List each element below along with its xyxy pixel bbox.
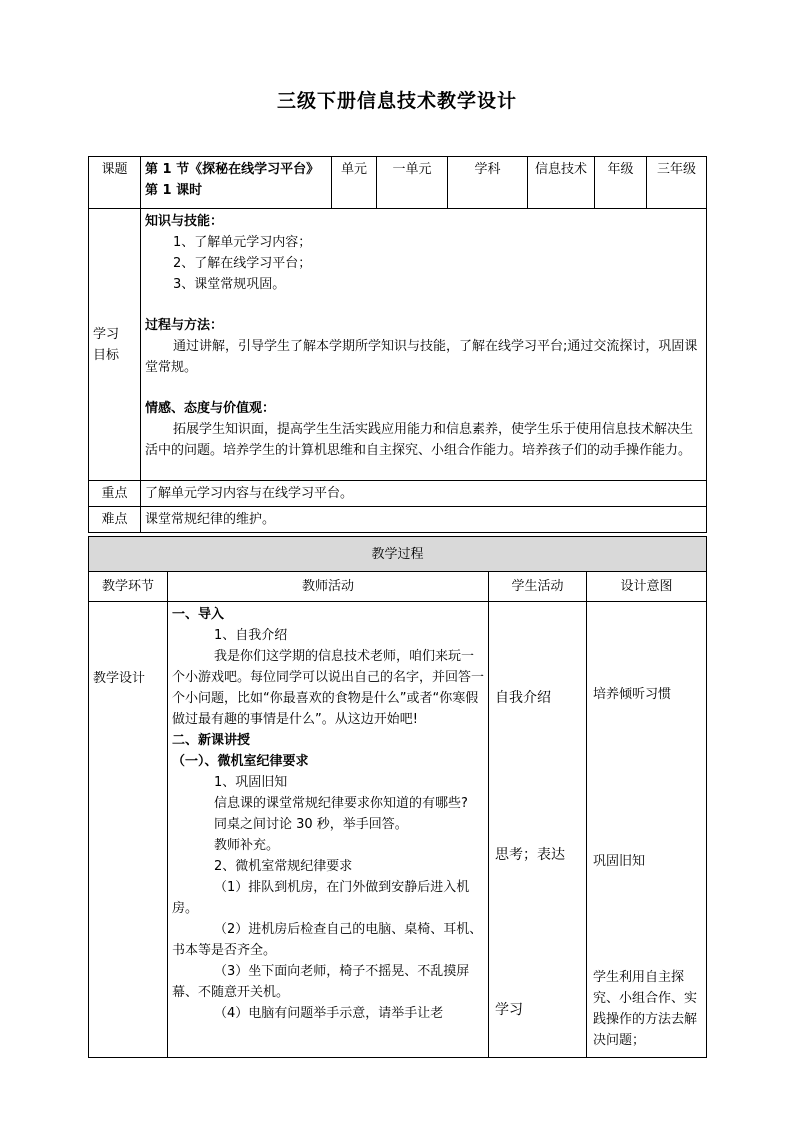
objectives-row bbox=[89, 209, 707, 481]
col-teacher: 教师活动 bbox=[168, 572, 489, 602]
attitude-text: 拓展学生知识面，提高学生生活实践应用能力和信息素养，使学生乐于使用信息技术解决生活中的问题。培养学生的计算机思维和自主探究、小组合作能力。培养孩子们的动手操作能力。 bbox=[145, 422, 694, 458]
review-question: 信息课的课堂常规纪律要求你知道的有哪些? bbox=[214, 796, 468, 811]
knowledge-item: 3、课堂常规巩固。 bbox=[173, 277, 286, 292]
document-title: 三级下册信息技术教学设计 bbox=[276, 90, 517, 112]
objectives-content bbox=[141, 209, 707, 481]
process-content-row bbox=[89, 602, 707, 1058]
unit-value: 一单元 bbox=[377, 157, 448, 209]
process-columns-row bbox=[89, 572, 707, 602]
process-header: 教学过程 bbox=[89, 537, 707, 572]
rule-item: （2）进机房后检查自己的电脑、桌椅、耳机、书本等是否齐全。 bbox=[172, 922, 483, 958]
subject-value: 信息技术 bbox=[528, 157, 595, 209]
difficulty-text: 课堂常规纪律的维护。 bbox=[141, 507, 707, 533]
difficulty-label: 难点 bbox=[89, 507, 141, 533]
lesson-info-table bbox=[88, 156, 707, 533]
knowledge-item: 2、了解在线学习平台； bbox=[173, 256, 312, 271]
lab-rules-title: （一）、微机室纪律要求 bbox=[172, 754, 309, 769]
rule-item: （3）坐下面向老师，椅子不摇晃、不乱摸屏幕、不随意开关机。 bbox=[172, 964, 470, 1000]
stage-cell bbox=[89, 602, 168, 1058]
rule-item: （4）电脑有问题举手示意，请举手让老 bbox=[214, 1006, 444, 1021]
col-stage: 教学环节 bbox=[89, 572, 168, 602]
grade-label: 年级 bbox=[595, 157, 647, 209]
student-activity-cell bbox=[489, 602, 587, 1058]
col-student: 学生活动 bbox=[489, 572, 587, 602]
design-intent: 学生利用自主探究、小组合作、实践操作的方法去解决问题； bbox=[593, 970, 698, 1048]
objectives-label: 学习 目标 bbox=[89, 209, 141, 481]
section-intro-title: 一、导入 bbox=[172, 607, 225, 622]
topic-label: 课题 bbox=[89, 157, 141, 209]
topic-value: 第 1 节《探秘在线学习平台》第 1 课时 bbox=[141, 157, 332, 209]
process-title: 过程与方法： bbox=[145, 318, 224, 333]
process-header-row bbox=[89, 537, 707, 572]
teaching-process-table bbox=[88, 536, 707, 1058]
knowledge-item: 1、了解单元学习内容； bbox=[173, 235, 312, 250]
student-activity: 自我介绍 bbox=[495, 690, 551, 706]
grade-value: 三年级 bbox=[647, 157, 707, 209]
design-intent: 巩固旧知 bbox=[593, 854, 646, 869]
review-subtitle: 1、巩固旧知 bbox=[214, 775, 288, 790]
key-point-row bbox=[89, 481, 707, 507]
attitude-title: 情感、态度与价值观： bbox=[145, 401, 276, 416]
teacher-activity-cell bbox=[168, 602, 489, 1058]
col-intent: 设计意图 bbox=[587, 572, 707, 602]
self-intro-subtitle: 1、自我介绍 bbox=[214, 628, 288, 643]
design-intent-cell bbox=[587, 602, 707, 1058]
section-new-lesson-title: 二、新课讲授 bbox=[172, 733, 251, 748]
difficulty-row bbox=[89, 507, 707, 533]
process-text: 通过讲解，引导学生了解本学期所学知识与技能，了解在线学习平台;通过交流探讨，巩固课堂常规。 bbox=[145, 339, 698, 375]
student-activity: 学习 bbox=[495, 1002, 523, 1018]
design-intent: 培养倾听习惯 bbox=[593, 687, 672, 702]
rule-item: （1）排队到机房，在门外做到安静后进入机房。 bbox=[172, 880, 470, 916]
knowledge-title: 知识与技能： bbox=[145, 214, 224, 229]
key-point-text: 了解单元学习内容与在线学习平台。 bbox=[141, 481, 707, 507]
key-point-label: 重点 bbox=[89, 481, 141, 507]
student-activity: 思考；表达 bbox=[495, 847, 565, 863]
lab-rules-subtitle: 2、微机室常规纪律要求 bbox=[214, 859, 353, 874]
stage-label: 教学设计 bbox=[93, 671, 146, 686]
subject-label: 学科 bbox=[448, 157, 528, 209]
teacher-supplement: 教师补充。 bbox=[214, 838, 280, 853]
unit-label: 单元 bbox=[332, 157, 377, 209]
self-intro-text: 我是你们这学期的信息技术老师，咱们来玩一个小游戏吧。每位同学可以说出自己的名字，并回答一个小问题，比如“你最喜欢的食物是什么”或者“你寒假做过最有趣的事情是什么”。从这边开始吧! bbox=[172, 649, 485, 727]
discussion-text: 同桌之间讨论 30 秒，举手回答。 bbox=[214, 817, 408, 832]
info-row bbox=[89, 157, 707, 209]
